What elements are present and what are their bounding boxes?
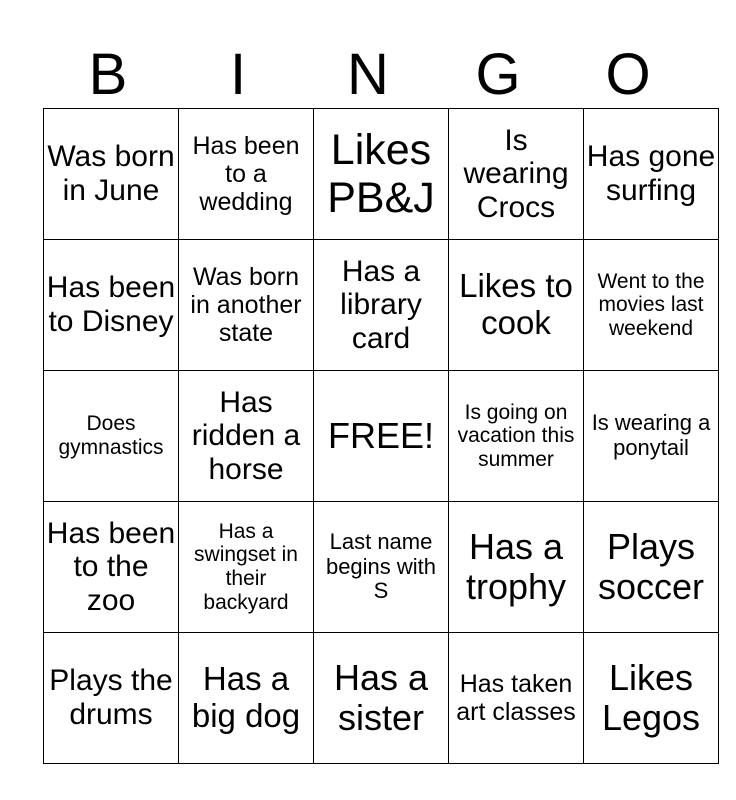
bingo-cell[interactable]: Has a big dog [179,633,314,764]
header-letter-i: I [229,42,247,107]
bingo-cell[interactable]: Is going on vacation this summer [449,371,584,502]
bingo-board [43,108,719,764]
bingo-cell[interactable]: Likes Legos [584,633,719,764]
bingo-cell[interactable]: Plays the drums [44,633,179,764]
bingo-cell[interactable]: Has taken art classes [449,633,584,764]
bingo-cell[interactable]: Likes to cook [449,240,584,371]
header-letter-n: N [347,42,389,107]
bingo-cell[interactable]: Is wearing a ponytail [584,371,719,502]
bingo-cell[interactable]: Was born in June [44,109,179,240]
header-letter-o: O [605,42,651,107]
bingo-cell[interactable]: Has been to Disney [44,240,179,371]
board-row [44,633,719,764]
board-row [44,240,719,371]
bingo-cell[interactable]: Has a swingset in their backyard [179,502,314,633]
bingo-cell[interactable]: Was born in another state [179,240,314,371]
bingo-cell[interactable]: Has ridden a horse [179,371,314,502]
bingo-header [43,42,693,108]
bingo-cell[interactable]: Is wearing Crocs [449,109,584,240]
bingo-cell[interactable]: Does gymnastics [44,371,179,502]
board-row [44,109,719,240]
board-row [44,371,719,502]
header-letter-g: G [475,42,521,107]
bingo-cell[interactable]: Has a library card [314,240,449,371]
bingo-cell[interactable]: Last name begins with S [314,502,449,633]
bingo-cell[interactable]: Likes PB&J [314,109,449,240]
bingo-cell[interactable]: Has been to the zoo [44,502,179,633]
bingo-cell[interactable]: Plays soccer [584,502,719,633]
header-letter-b: B [88,42,128,107]
bingo-cell[interactable]: Has a sister [314,633,449,764]
bingo-cell[interactable]: Has been to a wedding [179,109,314,240]
bingo-cell[interactable]: Has gone surfing [584,109,719,240]
bingo-cell[interactable]: Went to the movies last weekend [584,240,719,371]
bingo-cell[interactable]: Has a trophy [449,502,584,633]
board-row [44,502,719,633]
free-space[interactable]: FREE! [314,371,449,502]
